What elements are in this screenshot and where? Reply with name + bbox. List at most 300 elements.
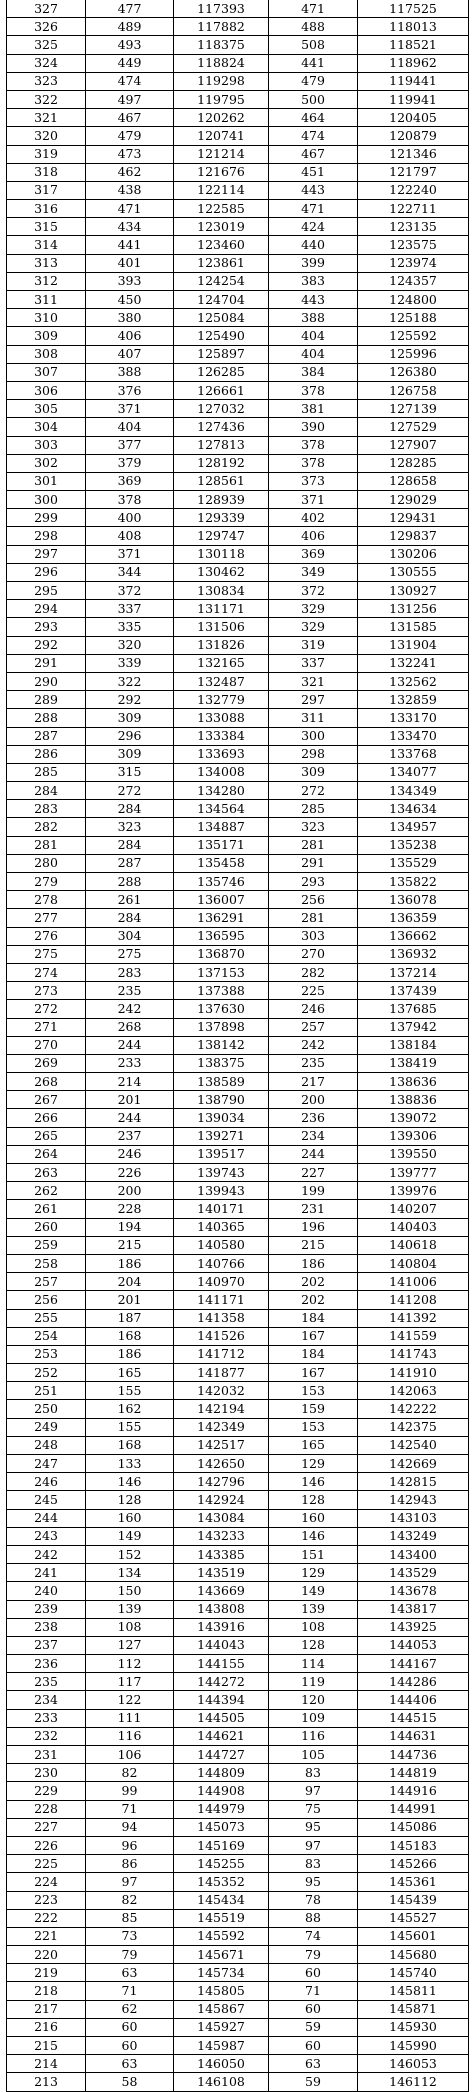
table-row bbox=[7, 909, 469, 927]
count-cell: 275 bbox=[86, 945, 174, 963]
table-row bbox=[7, 1291, 469, 1309]
count-cell: 112 bbox=[86, 1655, 174, 1673]
score-cell: 276 bbox=[7, 927, 86, 945]
cumulative-cell-2: 134349 bbox=[358, 782, 469, 800]
count-cell-2: 298 bbox=[269, 745, 358, 763]
count-cell-2: 451 bbox=[269, 163, 358, 181]
count-cell-2: 60 bbox=[269, 2000, 358, 2018]
cumulative-cell-2: 126758 bbox=[358, 381, 469, 399]
cumulative-cell-2: 139976 bbox=[358, 1182, 469, 1200]
count-cell: 79 bbox=[86, 1946, 174, 1964]
count-cell-2: 128 bbox=[269, 1491, 358, 1509]
cumulative-cell-2: 122711 bbox=[358, 200, 469, 218]
cumulative-cell: 145927 bbox=[174, 2018, 269, 2036]
score-cell: 259 bbox=[7, 1236, 86, 1254]
count-cell: 152 bbox=[86, 1545, 174, 1563]
table-row bbox=[7, 1545, 469, 1563]
table-row bbox=[7, 836, 469, 854]
table-row bbox=[7, 927, 469, 945]
table-row bbox=[7, 1764, 469, 1782]
table-row bbox=[7, 2000, 469, 2018]
cumulative-cell-2: 143529 bbox=[358, 1564, 469, 1582]
table-row bbox=[7, 472, 469, 490]
cumulative-cell-2: 144819 bbox=[358, 1764, 469, 1782]
count-cell: 268 bbox=[86, 1018, 174, 1036]
table-row bbox=[7, 200, 469, 218]
cumulative-cell: 144272 bbox=[174, 1673, 269, 1691]
count-cell-2: 59 bbox=[269, 2073, 358, 2091]
score-cell: 266 bbox=[7, 1109, 86, 1127]
count-cell: 372 bbox=[86, 582, 174, 600]
cumulative-cell-2: 133470 bbox=[358, 727, 469, 745]
table-row bbox=[7, 1509, 469, 1527]
count-cell-2: 372 bbox=[269, 582, 358, 600]
score-cell: 307 bbox=[7, 363, 86, 381]
table-row bbox=[7, 127, 469, 145]
cumulative-cell-2: 142669 bbox=[358, 1455, 469, 1473]
count-cell: 60 bbox=[86, 2018, 174, 2036]
cumulative-cell: 142032 bbox=[174, 1382, 269, 1400]
cumulative-cell-2: 144053 bbox=[358, 1636, 469, 1654]
count-cell-2: 165 bbox=[269, 1436, 358, 1454]
count-cell-2: 129 bbox=[269, 1455, 358, 1473]
score-cell: 221 bbox=[7, 1927, 86, 1945]
cumulative-cell: 136291 bbox=[174, 909, 269, 927]
count-cell-2: 74 bbox=[269, 1927, 358, 1945]
count-cell: 82 bbox=[86, 1891, 174, 1909]
cumulative-cell-2: 118521 bbox=[358, 36, 469, 54]
cumulative-cell-2: 118013 bbox=[358, 18, 469, 36]
table-row bbox=[7, 1218, 469, 1236]
count-cell-2: 443 bbox=[269, 291, 358, 309]
count-cell: 168 bbox=[86, 1436, 174, 1454]
cumulative-cell: 124254 bbox=[174, 272, 269, 290]
score-cell: 230 bbox=[7, 1764, 86, 1782]
count-cell-2: 63 bbox=[269, 2055, 358, 2073]
count-cell-2: 184 bbox=[269, 1345, 358, 1363]
score-cell: 293 bbox=[7, 618, 86, 636]
cumulative-cell-2: 145871 bbox=[358, 2000, 469, 2018]
table-row bbox=[7, 36, 469, 54]
table-row bbox=[7, 491, 469, 509]
count-cell: 233 bbox=[86, 1054, 174, 1072]
score-cell: 275 bbox=[7, 945, 86, 963]
table-row bbox=[7, 72, 469, 90]
cumulative-cell: 144043 bbox=[174, 1636, 269, 1654]
count-cell-2: 471 bbox=[269, 0, 358, 18]
cumulative-cell: 133693 bbox=[174, 745, 269, 763]
cumulative-cell-2: 139777 bbox=[358, 1164, 469, 1182]
cumulative-cell: 132165 bbox=[174, 654, 269, 672]
score-cell: 242 bbox=[7, 1545, 86, 1563]
cumulative-cell: 145867 bbox=[174, 2000, 269, 2018]
table-row bbox=[7, 2037, 469, 2055]
count-cell: 376 bbox=[86, 381, 174, 399]
cumulative-cell: 139034 bbox=[174, 1109, 269, 1127]
count-cell-2: 75 bbox=[269, 1800, 358, 1818]
cumulative-cell-2: 143400 bbox=[358, 1545, 469, 1563]
cumulative-cell: 145519 bbox=[174, 1909, 269, 1927]
count-cell-2: 440 bbox=[269, 236, 358, 254]
cumulative-cell-2: 145183 bbox=[358, 1836, 469, 1854]
cumulative-cell-2: 145930 bbox=[358, 2018, 469, 2036]
cumulative-cell: 143808 bbox=[174, 1600, 269, 1618]
score-cell: 219 bbox=[7, 1964, 86, 1982]
count-cell-2: 231 bbox=[269, 1200, 358, 1218]
table-row bbox=[7, 327, 469, 345]
count-cell-2: 225 bbox=[269, 982, 358, 1000]
cumulative-cell: 141358 bbox=[174, 1309, 269, 1327]
cumulative-cell: 136870 bbox=[174, 945, 269, 963]
table-row bbox=[7, 1273, 469, 1291]
count-cell: 244 bbox=[86, 1109, 174, 1127]
table-row bbox=[7, 381, 469, 399]
cumulative-cell: 142924 bbox=[174, 1491, 269, 1509]
cumulative-cell: 130118 bbox=[174, 545, 269, 563]
count-cell: 408 bbox=[86, 527, 174, 545]
cumulative-cell: 126661 bbox=[174, 381, 269, 399]
score-cell: 249 bbox=[7, 1418, 86, 1436]
count-cell: 407 bbox=[86, 345, 174, 363]
cumulative-cell-2: 124800 bbox=[358, 291, 469, 309]
cumulative-cell: 136007 bbox=[174, 891, 269, 909]
cumulative-cell: 133384 bbox=[174, 727, 269, 745]
count-cell: 401 bbox=[86, 254, 174, 272]
score-cell: 291 bbox=[7, 654, 86, 672]
cumulative-cell: 117882 bbox=[174, 18, 269, 36]
score-cell: 214 bbox=[7, 2055, 86, 2073]
table-row bbox=[7, 945, 469, 963]
count-cell-2: 146 bbox=[269, 1527, 358, 1545]
count-cell-2: 146 bbox=[269, 1473, 358, 1491]
table-row bbox=[7, 1400, 469, 1418]
cumulative-cell: 139943 bbox=[174, 1182, 269, 1200]
cumulative-cell-2: 139550 bbox=[358, 1145, 469, 1163]
cumulative-cell-2: 144167 bbox=[358, 1655, 469, 1673]
table-row bbox=[7, 1236, 469, 1254]
count-cell-2: 236 bbox=[269, 1109, 358, 1127]
score-cell: 274 bbox=[7, 963, 86, 981]
score-cell: 252 bbox=[7, 1364, 86, 1382]
cumulative-cell-2: 143817 bbox=[358, 1600, 469, 1618]
count-cell-2: 139 bbox=[269, 1600, 358, 1618]
table-row bbox=[7, 291, 469, 309]
score-cell: 295 bbox=[7, 582, 86, 600]
count-cell: 449 bbox=[86, 54, 174, 72]
count-cell-2: 83 bbox=[269, 1764, 358, 1782]
count-cell: 139 bbox=[86, 1600, 174, 1618]
count-cell-2: 97 bbox=[269, 1782, 358, 1800]
table-row bbox=[7, 1709, 469, 1727]
table-row bbox=[7, 2073, 469, 2091]
count-cell: 441 bbox=[86, 236, 174, 254]
count-cell-2: 227 bbox=[269, 1164, 358, 1182]
table-row bbox=[7, 800, 469, 818]
table-row bbox=[7, 1418, 469, 1436]
count-cell: 150 bbox=[86, 1582, 174, 1600]
score-cell: 247 bbox=[7, 1455, 86, 1473]
table-row bbox=[7, 873, 469, 891]
cumulative-cell-2: 140804 bbox=[358, 1254, 469, 1272]
table-row bbox=[7, 1436, 469, 1454]
count-cell-2: 349 bbox=[269, 563, 358, 581]
count-cell: 244 bbox=[86, 1036, 174, 1054]
cumulative-cell: 141712 bbox=[174, 1345, 269, 1363]
score-cell: 284 bbox=[7, 782, 86, 800]
count-cell: 116 bbox=[86, 1727, 174, 1745]
cumulative-cell-2: 135238 bbox=[358, 836, 469, 854]
cumulative-cell-2: 128285 bbox=[358, 454, 469, 472]
table-row bbox=[7, 363, 469, 381]
count-cell: 60 bbox=[86, 2037, 174, 2055]
count-cell-2: 128 bbox=[269, 1636, 358, 1654]
cumulative-cell: 142349 bbox=[174, 1418, 269, 1436]
score-cell: 253 bbox=[7, 1345, 86, 1363]
score-cell: 229 bbox=[7, 1782, 86, 1800]
cumulative-cell: 142194 bbox=[174, 1400, 269, 1418]
count-cell: 379 bbox=[86, 454, 174, 472]
table-row bbox=[7, 1818, 469, 1836]
score-cell: 262 bbox=[7, 1182, 86, 1200]
score-cell: 325 bbox=[7, 36, 86, 54]
cumulative-cell: 141526 bbox=[174, 1327, 269, 1345]
cumulative-cell-2: 142375 bbox=[358, 1418, 469, 1436]
count-cell: 186 bbox=[86, 1254, 174, 1272]
count-cell: 497 bbox=[86, 90, 174, 108]
count-cell: 304 bbox=[86, 927, 174, 945]
table-row bbox=[7, 1782, 469, 1800]
count-cell-2: 71 bbox=[269, 1982, 358, 2000]
cumulative-cell-2: 145527 bbox=[358, 1909, 469, 1927]
table-row bbox=[7, 1873, 469, 1891]
cumulative-cell-2: 120405 bbox=[358, 109, 469, 127]
count-cell-2: 149 bbox=[269, 1582, 358, 1600]
score-cell: 232 bbox=[7, 1727, 86, 1745]
count-cell-2: 441 bbox=[269, 54, 358, 72]
score-cell: 255 bbox=[7, 1309, 86, 1327]
count-cell: 493 bbox=[86, 36, 174, 54]
table-row bbox=[7, 782, 469, 800]
score-cell: 306 bbox=[7, 381, 86, 399]
cumulative-cell: 123019 bbox=[174, 218, 269, 236]
table-row bbox=[7, 1673, 469, 1691]
cumulative-cell: 121214 bbox=[174, 145, 269, 163]
cumulative-cell: 143084 bbox=[174, 1509, 269, 1527]
count-cell-2: 217 bbox=[269, 1073, 358, 1091]
count-cell: 63 bbox=[86, 1964, 174, 1982]
score-cell: 310 bbox=[7, 309, 86, 327]
table-row bbox=[7, 54, 469, 72]
cumulative-cell-2: 133170 bbox=[358, 709, 469, 727]
table-row bbox=[7, 1054, 469, 1072]
cumulative-cell: 119795 bbox=[174, 90, 269, 108]
score-cell: 281 bbox=[7, 836, 86, 854]
score-cell: 282 bbox=[7, 818, 86, 836]
count-cell: 62 bbox=[86, 2000, 174, 2018]
count-cell-2: 202 bbox=[269, 1291, 358, 1309]
cumulative-cell: 144621 bbox=[174, 1727, 269, 1745]
cumulative-cell: 145255 bbox=[174, 1855, 269, 1873]
score-cell: 319 bbox=[7, 145, 86, 163]
count-cell: 406 bbox=[86, 327, 174, 345]
count-cell-2: 202 bbox=[269, 1273, 358, 1291]
count-cell-2: 508 bbox=[269, 36, 358, 54]
count-cell-2: 402 bbox=[269, 509, 358, 527]
count-cell-2: 184 bbox=[269, 1309, 358, 1327]
cumulative-cell: 138142 bbox=[174, 1036, 269, 1054]
cumulative-cell-2: 127907 bbox=[358, 436, 469, 454]
count-cell-2: 281 bbox=[269, 836, 358, 854]
score-cell: 235 bbox=[7, 1673, 86, 1691]
count-cell-2: 88 bbox=[269, 1909, 358, 1927]
count-cell-2: 79 bbox=[269, 1946, 358, 1964]
cumulative-cell-2: 135529 bbox=[358, 854, 469, 872]
score-cell: 222 bbox=[7, 1909, 86, 1927]
cumulative-cell: 142796 bbox=[174, 1473, 269, 1491]
count-cell: 479 bbox=[86, 127, 174, 145]
count-cell-2: 281 bbox=[269, 909, 358, 927]
table-row bbox=[7, 2018, 469, 2036]
count-cell: 471 bbox=[86, 200, 174, 218]
cumulative-cell: 137630 bbox=[174, 1000, 269, 1018]
cumulative-cell: 144809 bbox=[174, 1764, 269, 1782]
count-cell: 155 bbox=[86, 1418, 174, 1436]
cumulative-cell-2: 138836 bbox=[358, 1091, 469, 1109]
cumulative-cell-2: 130927 bbox=[358, 582, 469, 600]
cumulative-cell: 123460 bbox=[174, 236, 269, 254]
cumulative-cell-2: 120879 bbox=[358, 127, 469, 145]
count-cell-2: 291 bbox=[269, 854, 358, 872]
table-row bbox=[7, 1636, 469, 1654]
score-cell: 314 bbox=[7, 236, 86, 254]
table-row bbox=[7, 418, 469, 436]
count-cell: 99 bbox=[86, 1782, 174, 1800]
count-cell: 187 bbox=[86, 1309, 174, 1327]
score-cell: 304 bbox=[7, 418, 86, 436]
table-row bbox=[7, 454, 469, 472]
count-cell: 97 bbox=[86, 1873, 174, 1891]
table-row bbox=[7, 1909, 469, 1927]
score-cell: 270 bbox=[7, 1036, 86, 1054]
cumulative-cell-2: 142540 bbox=[358, 1436, 469, 1454]
cumulative-cell-2: 130206 bbox=[358, 545, 469, 563]
table-row bbox=[7, 1036, 469, 1054]
count-cell: 63 bbox=[86, 2055, 174, 2073]
score-cell: 326 bbox=[7, 18, 86, 36]
count-cell-2: 120 bbox=[269, 1691, 358, 1709]
count-cell-2: 337 bbox=[269, 654, 358, 672]
cumulative-cell: 118824 bbox=[174, 54, 269, 72]
table-row bbox=[7, 1691, 469, 1709]
count-cell-2: 311 bbox=[269, 709, 358, 727]
count-cell: 284 bbox=[86, 909, 174, 927]
cumulative-cell-2: 121797 bbox=[358, 163, 469, 181]
count-cell-2: 378 bbox=[269, 436, 358, 454]
count-cell-2: 293 bbox=[269, 873, 358, 891]
count-cell: 434 bbox=[86, 218, 174, 236]
table-row bbox=[7, 1946, 469, 1964]
cumulative-cell-2: 145990 bbox=[358, 2037, 469, 2055]
count-cell: 160 bbox=[86, 1509, 174, 1527]
cumulative-cell-2: 128658 bbox=[358, 472, 469, 490]
cumulative-cell: 122114 bbox=[174, 181, 269, 199]
cumulative-cell: 135746 bbox=[174, 873, 269, 891]
cumulative-cell: 134280 bbox=[174, 782, 269, 800]
count-cell: 371 bbox=[86, 545, 174, 563]
count-cell-2: 167 bbox=[269, 1364, 358, 1382]
count-cell-2: 282 bbox=[269, 963, 358, 981]
score-cell: 237 bbox=[7, 1636, 86, 1654]
count-cell: 58 bbox=[86, 2073, 174, 2091]
count-cell-2: 390 bbox=[269, 418, 358, 436]
count-cell-2: 116 bbox=[269, 1727, 358, 1745]
score-cell: 287 bbox=[7, 727, 86, 745]
score-cell: 288 bbox=[7, 709, 86, 727]
cumulative-cell-2: 143678 bbox=[358, 1582, 469, 1600]
cumulative-cell-2: 123135 bbox=[358, 218, 469, 236]
table-row bbox=[7, 1800, 469, 1818]
cumulative-cell-2: 138184 bbox=[358, 1036, 469, 1054]
cumulative-cell-2: 132859 bbox=[358, 691, 469, 709]
score-cell: 324 bbox=[7, 54, 86, 72]
count-cell: 344 bbox=[86, 563, 174, 581]
cumulative-cell: 133088 bbox=[174, 709, 269, 727]
count-cell: 283 bbox=[86, 963, 174, 981]
table-row bbox=[7, 1655, 469, 1673]
score-cell: 246 bbox=[7, 1473, 86, 1491]
count-cell: 323 bbox=[86, 818, 174, 836]
count-cell: 155 bbox=[86, 1382, 174, 1400]
cumulative-cell: 140580 bbox=[174, 1236, 269, 1254]
cumulative-cell-2: 137214 bbox=[358, 963, 469, 981]
cumulative-cell-2: 122240 bbox=[358, 181, 469, 199]
cumulative-cell-2: 142943 bbox=[358, 1491, 469, 1509]
count-cell: 388 bbox=[86, 363, 174, 381]
cumulative-cell-2: 145601 bbox=[358, 1927, 469, 1945]
table-row bbox=[7, 1836, 469, 1854]
score-cell: 290 bbox=[7, 672, 86, 690]
cumulative-cell: 140365 bbox=[174, 1218, 269, 1236]
count-cell: 337 bbox=[86, 600, 174, 618]
score-cell: 217 bbox=[7, 2000, 86, 2018]
count-cell-2: 500 bbox=[269, 90, 358, 108]
table-row bbox=[7, 1309, 469, 1327]
score-cell: 244 bbox=[7, 1509, 86, 1527]
score-cell: 283 bbox=[7, 800, 86, 818]
cumulative-cell-2: 119441 bbox=[358, 72, 469, 90]
cumulative-cell: 145987 bbox=[174, 2037, 269, 2055]
table-row bbox=[7, 1855, 469, 1873]
table-row bbox=[7, 1182, 469, 1200]
cumulative-cell: 124704 bbox=[174, 291, 269, 309]
count-cell: 71 bbox=[86, 1982, 174, 2000]
cumulative-cell: 128939 bbox=[174, 491, 269, 509]
score-cell: 292 bbox=[7, 636, 86, 654]
cumulative-cell: 126285 bbox=[174, 363, 269, 381]
count-cell: 111 bbox=[86, 1709, 174, 1727]
cumulative-cell-2: 139306 bbox=[358, 1127, 469, 1145]
cumulative-cell-2: 146053 bbox=[358, 2055, 469, 2073]
cumulative-cell: 146050 bbox=[174, 2055, 269, 2073]
cumulative-cell: 137898 bbox=[174, 1018, 269, 1036]
cumulative-cell: 140171 bbox=[174, 1200, 269, 1218]
table-row bbox=[7, 0, 469, 18]
table-row bbox=[7, 1727, 469, 1745]
table-row bbox=[7, 1473, 469, 1491]
table-row bbox=[7, 1982, 469, 2000]
score-cell: 278 bbox=[7, 891, 86, 909]
score-cell: 297 bbox=[7, 545, 86, 563]
